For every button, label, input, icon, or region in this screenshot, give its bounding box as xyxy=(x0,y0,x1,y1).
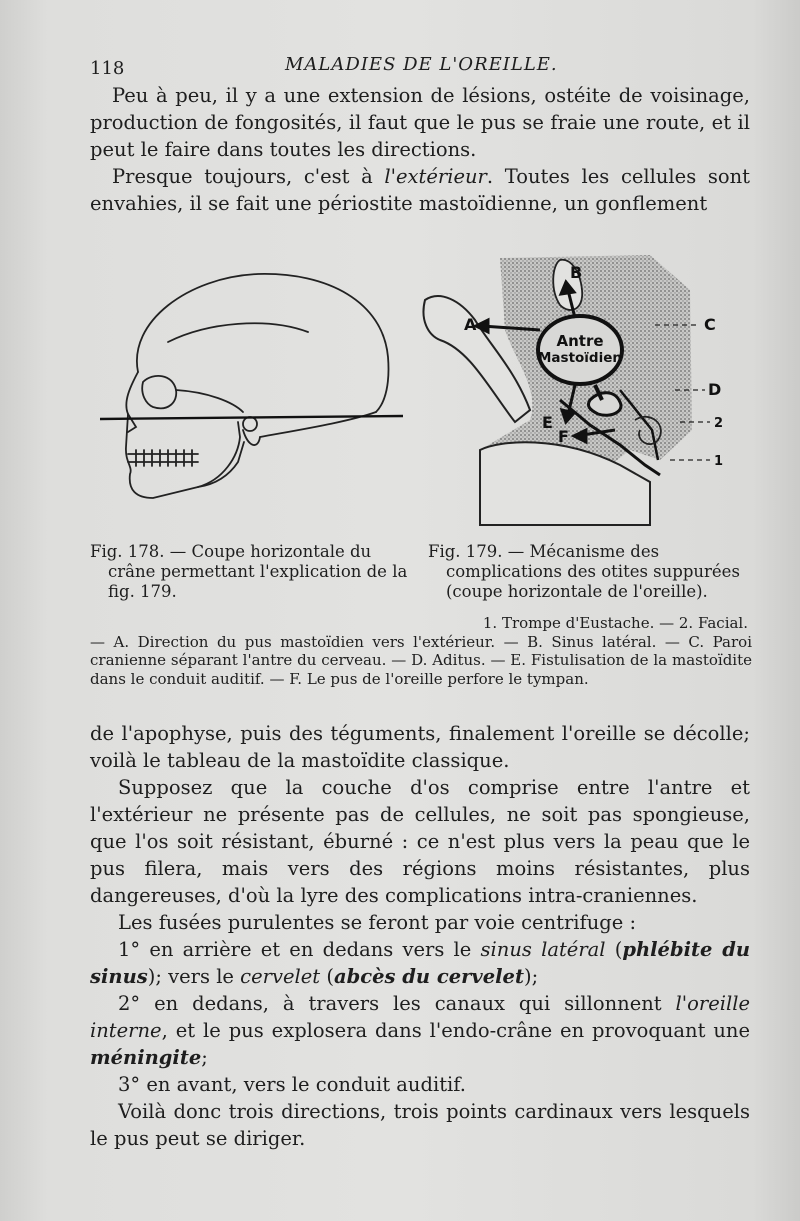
paragraph: 2° en dedans, à travers les canaux qui sillonnent l'oreille interne, et le pus explosera dans l'endo-crâne en provoquant une méningite; xyxy=(90,992,750,1069)
caption-fig-178: Fig. 178. — Coupe horizontale du crâne permettant l'explication de la fig. 179. xyxy=(90,542,408,601)
paragraph: Supposez que la couche d'os comprise entre l'antre et l'extérieur ne présente pas de cellules, ne soit pas spongieuse, que l'os soit résistant, éburné : ce n'est plus vers la peau que le pus filera, mais vers des régions moins résistantes, plus dangereuses, d'où la lyre des complications intra-craniennes. xyxy=(90,776,750,907)
figure-178-skull xyxy=(98,262,408,532)
running-title: MALADIES DE L'OREILLE. xyxy=(285,54,558,75)
label-A: A xyxy=(464,315,477,334)
page-number: 118 xyxy=(90,58,125,79)
label-1: 1 xyxy=(714,454,724,469)
paragraph: de l'apophyse, puis des téguments, finalement l'oreille se décolle; voilà le tableau de la mastoïdite classique. xyxy=(90,722,750,772)
label-F: F xyxy=(558,427,569,446)
bottom-text-block xyxy=(90,720,750,1152)
figure-179-diagram xyxy=(420,250,765,530)
label-C: C xyxy=(704,315,716,334)
label-E: E xyxy=(542,413,553,432)
paragraph: 3° en avant, vers le conduit auditif. xyxy=(118,1073,467,1096)
label-D: D xyxy=(708,380,722,399)
paragraph: Voilà donc trois directions, trois points cardinaux vers lesquels le pus peut se diriger. xyxy=(90,1100,750,1150)
caption-fig-179: Fig. 179. — Mécanisme des complications des otites suppurées (coupe horizontale de l'oreille). xyxy=(428,542,740,601)
top-text-block xyxy=(90,82,750,217)
label-2: 2 xyxy=(714,416,724,431)
label-antre-1: Antre xyxy=(556,332,604,350)
figure-legend: 1. Trompe d'Eustache. — 2. Facial. — A. Direction du pus mastoïdien vers l'extérieur. — B. Sinus latéral. — C. Paroi cranienne séparant l'antre du cerveau. — D. Aditus. — E. Fistulisation de la mastoïdite dans le conduit auditif. — F. Le pus de l'oreille perfore le tympan. xyxy=(90,614,752,688)
paragraph: Peu à peu, il y a une extension de lésions, ostéite de voisinage, production de fongosités, il faut que le pus se fraie une route, et il peut le faire dans toutes les directions. xyxy=(90,84,750,161)
page-header xyxy=(90,50,750,80)
paragraph: Les fusées purulentes se feront par voie centrifuge : xyxy=(118,911,637,934)
paragraph: 1° en arrière et en dedans vers le sinus latéral (phlébite du sinus); vers le cervelet (abcès du cervelet); xyxy=(90,938,751,988)
paragraph: Presque toujours, c'est à l'extérieur. Toutes les cellules sont envahies, il se fait une périostite mastoïdienne, un gonflement xyxy=(90,165,750,215)
label-B: B xyxy=(570,263,583,282)
label-antre-2: Mastoïdien xyxy=(538,350,622,366)
